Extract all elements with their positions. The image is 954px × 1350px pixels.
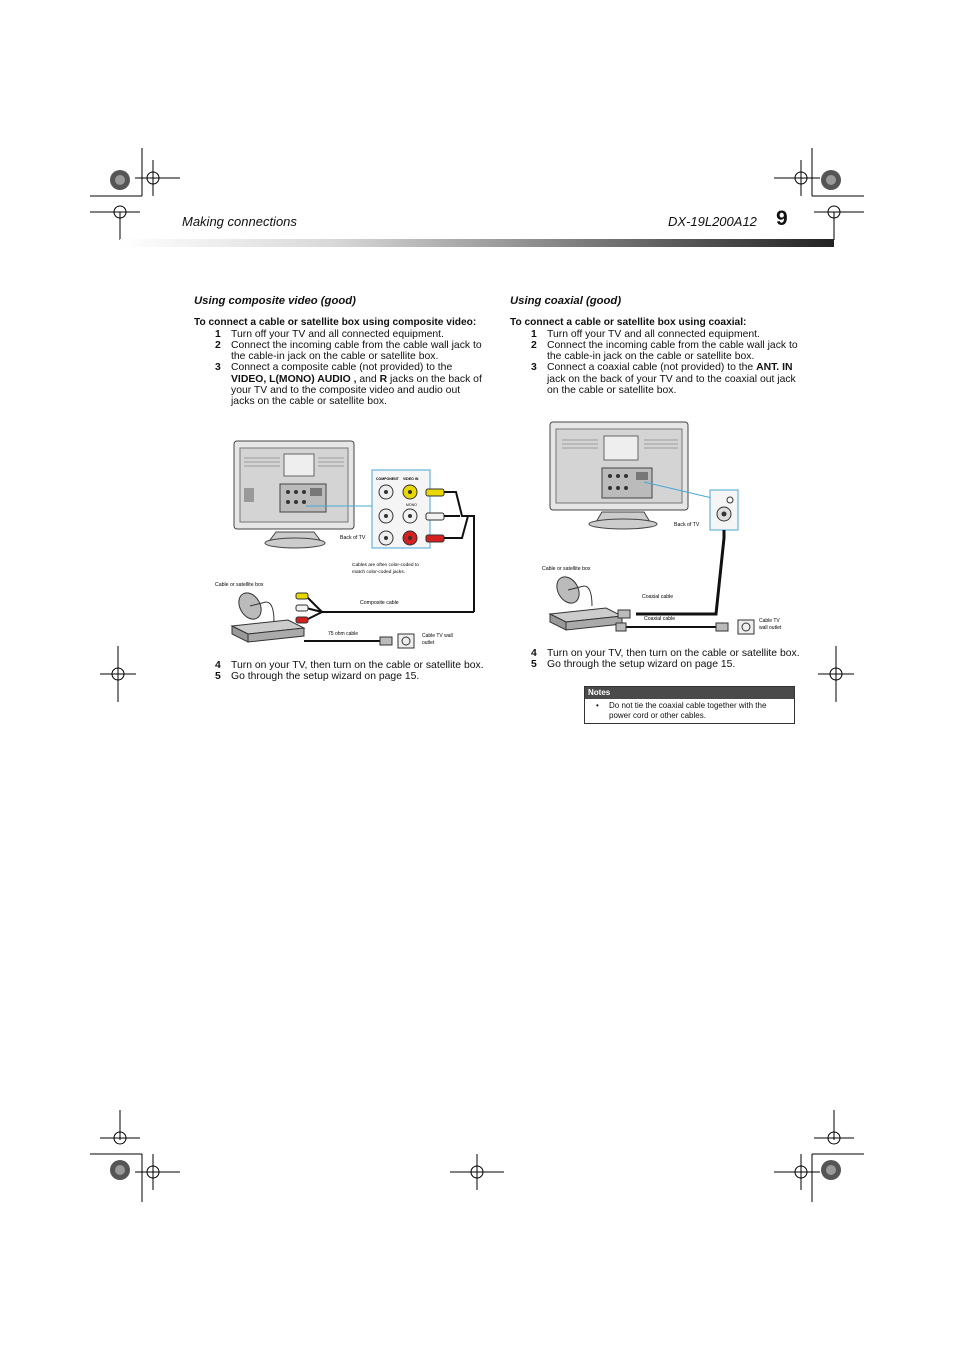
- step-number: 2: [215, 339, 221, 351]
- step-number: 4: [215, 660, 221, 671]
- ohm-cable-label: 75 ohm cable: [328, 631, 359, 637]
- panel-component-label: COMPONENT: [376, 477, 399, 481]
- step-text: Turn on your TV, then turn on the cable or satellite box.: [547, 648, 800, 659]
- coaxial-step-4: [510, 648, 800, 659]
- composite-title: Using composite video (good): [194, 295, 356, 307]
- running-header-model: DX-19L200A12: [668, 214, 757, 229]
- step-number: 1: [215, 328, 221, 340]
- coaxial-diagram: [540, 418, 800, 638]
- step-text: Turn off your TV and all connected equipment.: [231, 328, 444, 340]
- composite-diagram: [210, 436, 490, 656]
- wall-outlet-label-2: outlet: [422, 640, 435, 646]
- coaxial-step-3: [510, 362, 800, 396]
- step-text: Turn off your TV and all connected equipment.: [547, 328, 760, 340]
- step-jack-r: R: [379, 373, 388, 385]
- step-jack-names: VIDEO, L(MONO) AUDIO ,: [231, 373, 357, 385]
- coaxial-step-1: [510, 329, 800, 340]
- wall-outlet-label-1: Cable TV wall: [422, 633, 453, 639]
- satellite-dish-icon: [552, 573, 592, 607]
- step-text: jack on the back of your TV and to the coaxial out jack on the cable or satellite box.: [547, 373, 796, 397]
- composite-lead: To connect a cable or satellite box using composite video:: [194, 317, 477, 329]
- composite-step-4: [194, 660, 484, 671]
- back-of-tv-label: Back of TV: [674, 522, 700, 528]
- header-rule: [120, 239, 834, 247]
- step-number: 1: [531, 328, 537, 340]
- page-number: 9: [776, 207, 788, 230]
- step-text: Connect a composite cable (not provided) to the: [231, 362, 453, 374]
- step-text: jacks on the back of your TV and to the composite video and audio out jacks on the cable or satellite box.: [231, 373, 482, 408]
- step-text: Connect the incoming cable from the cable wall jack to the cable-in jack on the cable or satellite box.: [231, 339, 482, 363]
- coaxial-cable-label-2: Coaxial cable: [644, 616, 676, 622]
- step-number: 4: [531, 648, 537, 659]
- step-number: 3: [531, 362, 537, 374]
- composite-steps-after: [194, 660, 484, 683]
- wall-outlet-label-2: wall outlet: [759, 625, 782, 631]
- satellite-dish-icon: [234, 589, 274, 623]
- coaxial-cable-label-1: Coaxial cable: [642, 594, 674, 600]
- step-text: Go through the setup wizard on page 15.: [547, 659, 736, 671]
- notes-box: [584, 686, 795, 724]
- composite-step-1: [194, 329, 484, 340]
- composite-section: [194, 296, 484, 408]
- color-code-note-2: match color-coded jacks.: [352, 570, 406, 575]
- composite-step-5: [194, 671, 484, 682]
- cable-box-label: Cable or satellite box: [215, 582, 264, 588]
- notes-heading: Notes: [585, 687, 794, 699]
- back-of-tv-label: Back of TV: [340, 535, 366, 541]
- note-text: Do not tie the coaxial cable together with the power cord or other cables.: [609, 701, 767, 720]
- step-number: 5: [215, 671, 221, 683]
- wall-outlet-label-1: Cable TV: [759, 618, 780, 624]
- step-jack-ant-in: ANT. IN: [756, 362, 793, 374]
- coaxial-step-5: [510, 659, 800, 670]
- composite-cable-label: Composite cable: [360, 600, 399, 606]
- bullet: •: [596, 701, 599, 710]
- panel-mono-label: MONO: [406, 503, 417, 507]
- step-text: Turn on your TV, then turn on the cable or satellite box.: [231, 660, 484, 671]
- composite-step-2: [194, 340, 484, 363]
- panel-video-in-label: VIDEO IN: [403, 477, 419, 481]
- tv-back-illustration: [550, 422, 688, 529]
- color-code-note-1: Cables are often color-coded to: [352, 563, 419, 568]
- cable-box-label: Cable or satellite box: [542, 566, 591, 572]
- cable-box-icon: [232, 620, 304, 642]
- step-text: and: [356, 373, 380, 385]
- step-number: 3: [215, 362, 221, 374]
- notes-body: [585, 699, 794, 721]
- step-text: Go through the setup wizard on page 15.: [231, 671, 420, 683]
- step-number: 5: [531, 659, 537, 671]
- coaxial-section: [510, 296, 800, 396]
- running-header-section: Making connections: [182, 214, 297, 229]
- coaxial-step-2: [510, 340, 800, 363]
- av-input-panel: [372, 470, 430, 548]
- coaxial-title: Using coaxial (good): [510, 295, 622, 307]
- cable-box-icon: [550, 608, 622, 630]
- coaxial-steps-after: [510, 648, 800, 671]
- step-number: 2: [531, 339, 537, 351]
- composite-step-3: [194, 362, 484, 407]
- tv-back-illustration: [234, 441, 354, 548]
- ant-in-jack: [710, 490, 738, 530]
- step-text: Connect the incoming cable from the cable wall jack to the cable-in jack on the cable or satellite box.: [547, 339, 798, 363]
- step-text: Connect a coaxial cable (not provided) to the: [547, 362, 757, 374]
- coaxial-lead: To connect a cable or satellite box using coaxial:: [510, 317, 747, 329]
